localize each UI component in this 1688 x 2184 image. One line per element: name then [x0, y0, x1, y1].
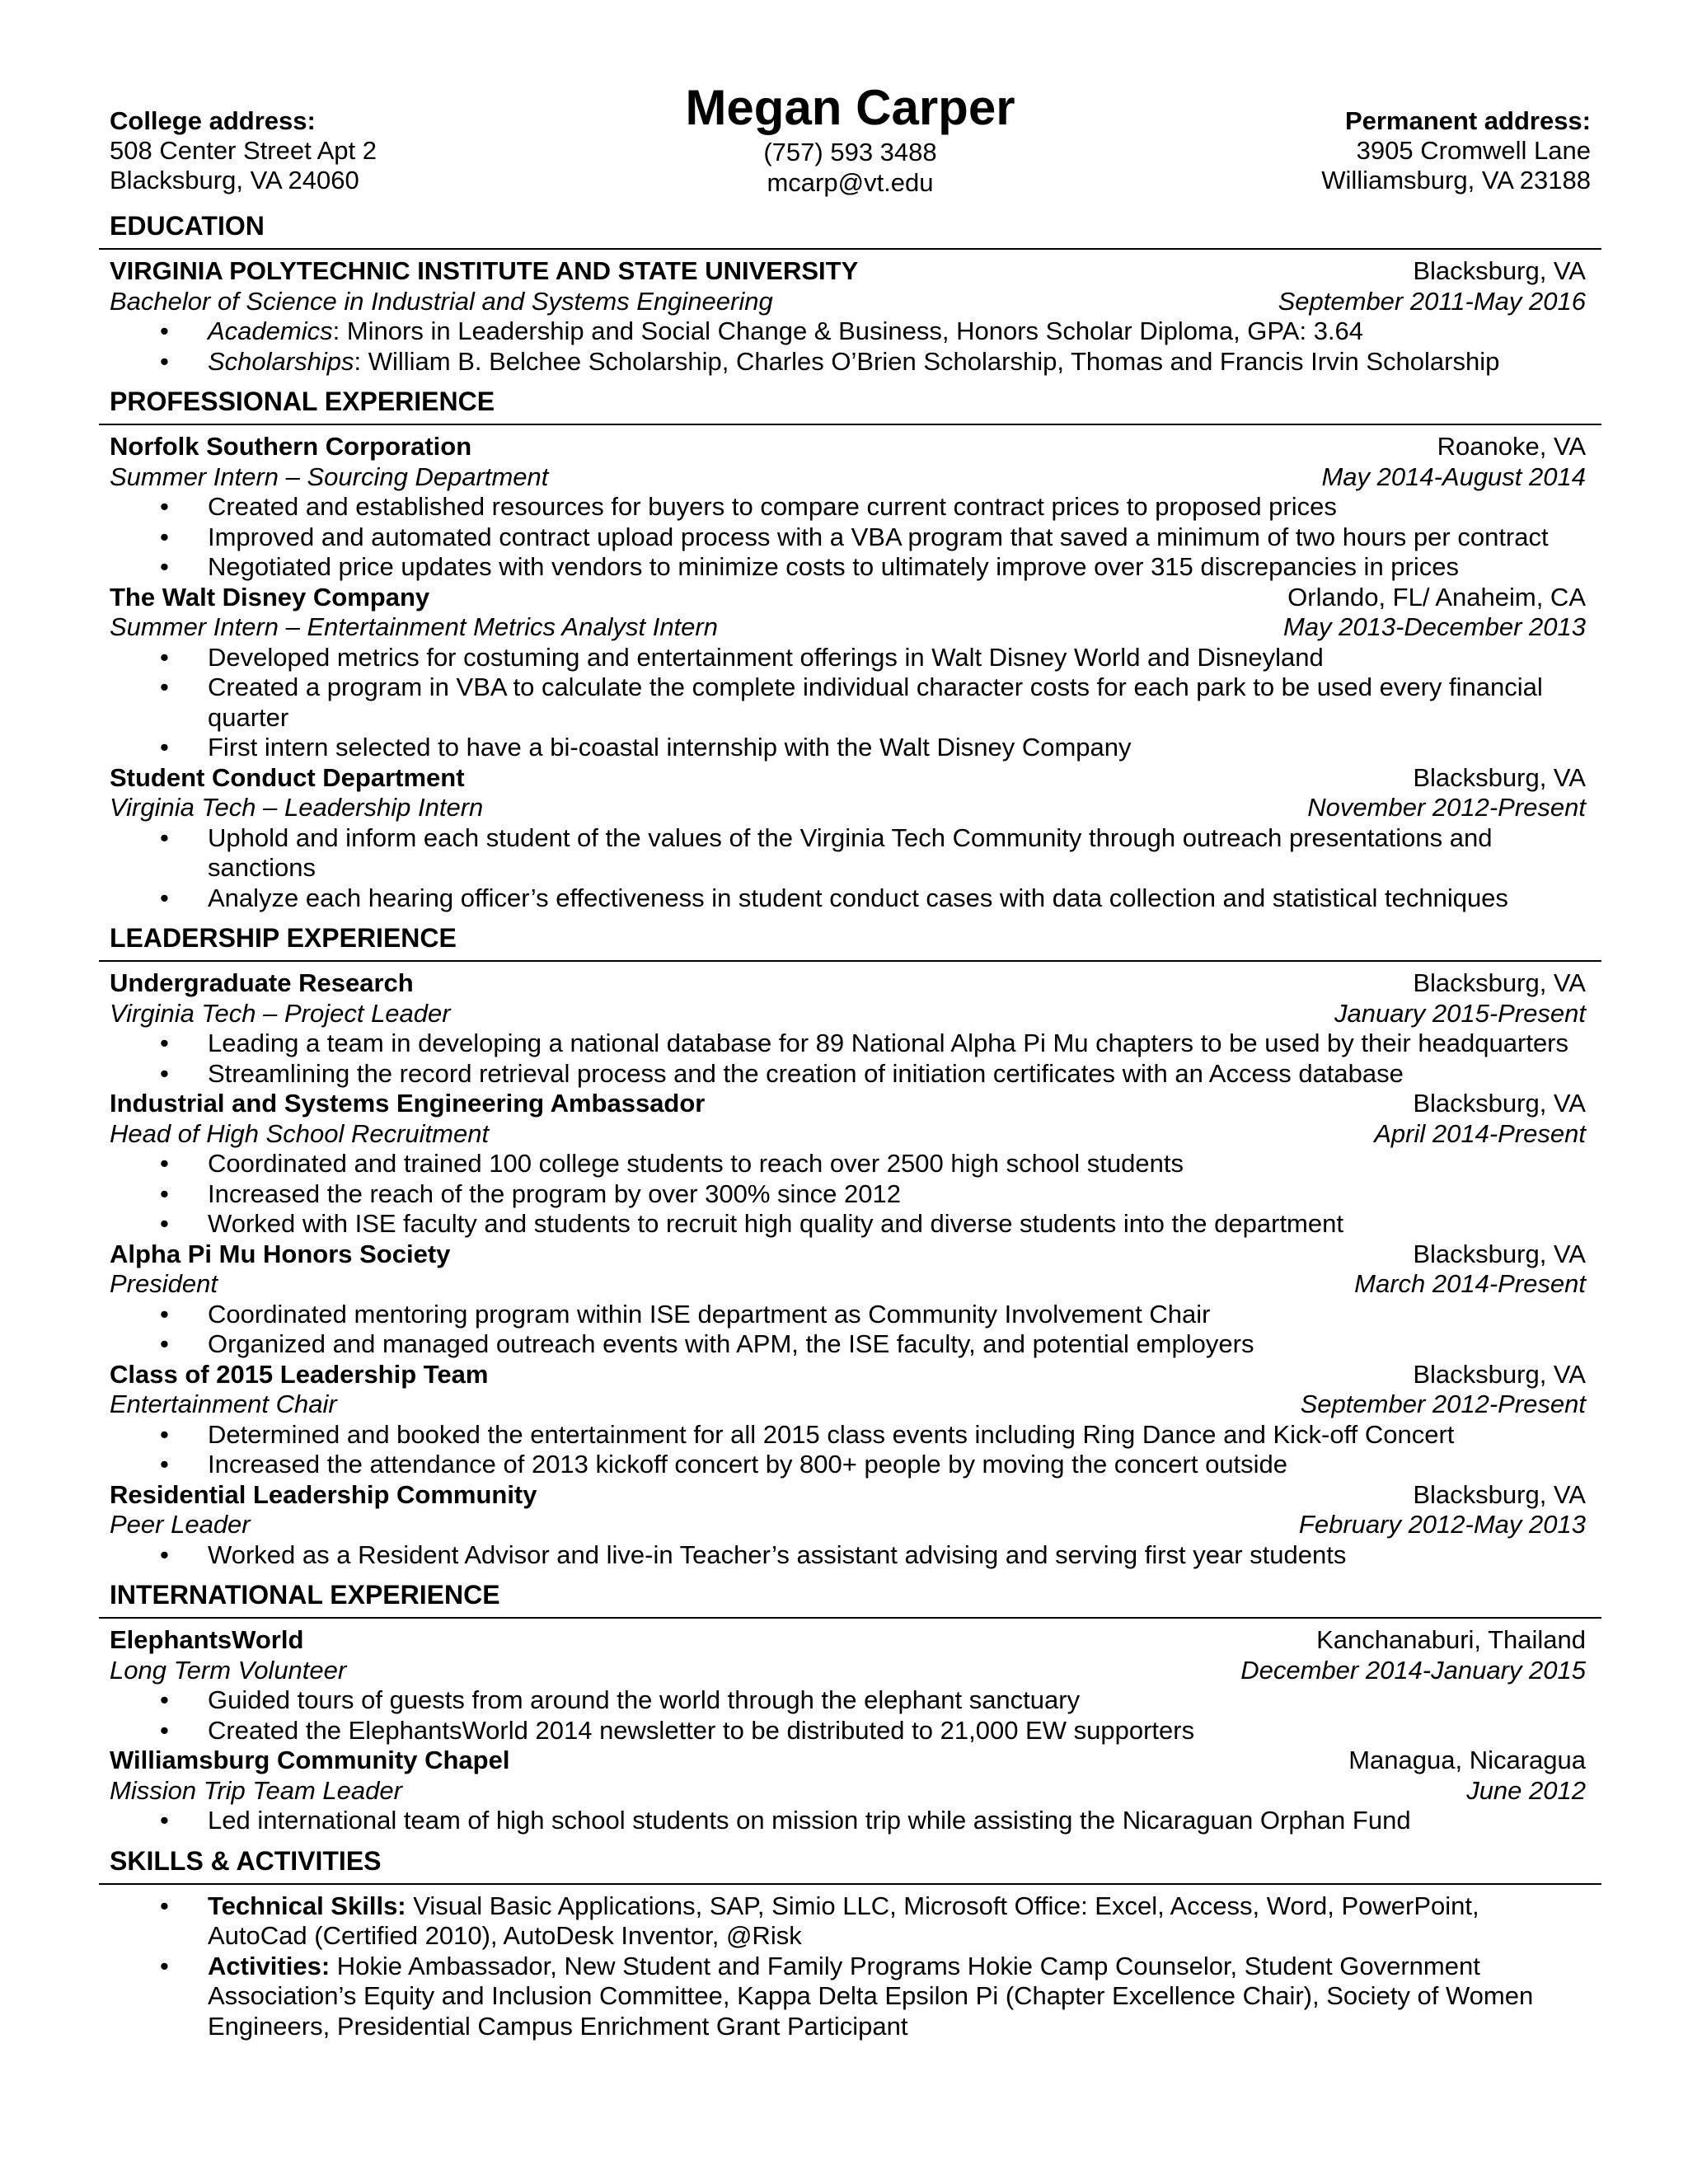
- college-address-label: College address:: [110, 106, 316, 135]
- school-name: VIRGINIA POLYTECHNIC INSTITUTE AND STATE UNIVERSITY: [110, 256, 859, 285]
- permanent-address: [1321, 106, 1591, 195]
- entry-dates: May 2013-December 2013: [1282, 612, 1586, 641]
- permanent-address-line1: 3905 Cromwell Lane: [1356, 136, 1591, 165]
- experience-entry: [110, 763, 1591, 914]
- activities-text: Hokie Ambassador, New Student and Family Programs Hokie Camp Counselor, Student Government Association’s Equity and Inclusion Committee, Kappa Delta Epsilon Pi (Chapter Excellence Chair), Society of Women Engineers, Presidential Campus Enrichment Grant Participant: [208, 1951, 1534, 2041]
- resume-page: [110, 79, 1591, 2041]
- entry-dates: January 2015-Present: [1334, 998, 1586, 1028]
- bullet-item: [110, 1891, 1591, 1952]
- section-divider: [99, 424, 1601, 425]
- entry-location: Blacksburg, VA: [1413, 968, 1586, 997]
- entry-org: Norfolk Southern Corporation: [110, 432, 472, 461]
- entry-dates: February 2012-May 2013: [1298, 1510, 1586, 1539]
- entry-role: Summer Intern – Entertainment Metrics Analyst Intern: [110, 612, 718, 641]
- bullet-item: • Organized and managed outreach events with APM, the ISE faculty, and potential employers: [110, 1329, 1591, 1360]
- entry-header: [110, 968, 1591, 999]
- entry-role: Head of High School Recruitment: [110, 1118, 490, 1148]
- entry-bullets: [110, 1420, 1591, 1480]
- entry-subheader: [110, 1269, 1591, 1300]
- entry-header: [110, 1360, 1591, 1390]
- entry-header: [110, 1625, 1591, 1656]
- section-divider: [99, 248, 1601, 250]
- entry-subheader: [110, 999, 1591, 1029]
- degree: Bachelor of Science in Industrial and Systems Engineering: [110, 286, 773, 316]
- bullet-item: • First intern selected to have a bi-coastal internship with the Walt Disney Company: [110, 733, 1591, 763]
- entry-role: Mission Trip Team Leader: [110, 1775, 402, 1805]
- bullet-item: • Worked with ISE faculty and students to recruit high quality and diverse students into the department: [110, 1209, 1591, 1240]
- skills-text: Visual Basic Applications, SAP, Simio LLC, Microsoft Office: Excel, Access, Word, PowerPoint, AutoCad (Certified 2010), AutoDesk Inventor, @Risk: [208, 1891, 1479, 1950]
- entry-header: [110, 1089, 1591, 1119]
- entry-bullets: [110, 1149, 1591, 1240]
- bullet-item: • Led international team of high school students on mission trip while assisting the Nicaraguan Orphan Fund: [110, 1806, 1591, 1836]
- skills-section: [110, 1844, 1591, 2042]
- entry-org: Student Conduct Department: [110, 762, 465, 792]
- bullet-label: Academics: [208, 316, 333, 345]
- entry-dates: December 2014-January 2015: [1240, 1655, 1586, 1685]
- bullet-item: • Uphold and inform each student of the values of the Virginia Tech Community through outreach presentations and sanctions: [110, 823, 1591, 883]
- bullet-item: • Analyze each hearing officer’s effectiveness in student conduct cases with data collection and statistical techniques: [110, 883, 1591, 914]
- bullet-item: [110, 347, 1591, 377]
- bullet-item: • Coordinated mentoring program within ISE department as Community Involvement Chair: [110, 1300, 1591, 1330]
- section-title: SKILLS & ACTIVITIES: [110, 1845, 382, 1876]
- entry-location: Managua, Nicaragua: [1348, 1746, 1586, 1774]
- entry-subheader: [110, 612, 1591, 643]
- bullet-item: • Leading a team in developing a national database for 89 National Alpha Pi Mu chapters to be used by their headquarters: [110, 1029, 1591, 1059]
- entry-subheader: [110, 1119, 1591, 1150]
- entry-location: Orlando, FL/ Anaheim, CA: [1287, 582, 1586, 612]
- bullet-item: • Increased the reach of the program by over 300% since 2012: [110, 1179, 1591, 1210]
- entry-role: Peer Leader: [110, 1510, 251, 1539]
- entry-org: Williamsburg Community Chapel: [110, 1746, 510, 1774]
- activities-label: Activities:: [208, 1951, 331, 1980]
- section-title: INTERNATIONAL EXPERIENCE: [110, 1580, 500, 1610]
- experience-entry: [110, 583, 1591, 763]
- entry-location: Blacksburg, VA: [1413, 1359, 1586, 1389]
- entry-subheader: [110, 287, 1591, 317]
- entry-dates: September 2011-May 2016: [1278, 286, 1586, 316]
- entry-dates: June 2012: [1466, 1775, 1586, 1805]
- entry-org: Class of 2015 Leadership Team: [110, 1359, 489, 1389]
- entry-role: President: [110, 1269, 218, 1298]
- section-divider: [99, 1883, 1601, 1885]
- entry-bullets: [110, 823, 1591, 914]
- entry-location: Kanchanaburi, Thailand: [1316, 1625, 1586, 1654]
- bullet-text: : William B. Belchee Scholarship, Charles O’Brien Scholarship, Thomas and Francis Irvin Scholarship: [354, 346, 1500, 376]
- entry-org: Alpha Pi Mu Honors Society: [110, 1239, 451, 1268]
- entry-org: Residential Leadership Community: [110, 1479, 537, 1509]
- entry-org: Industrial and Systems Engineering Ambassador: [110, 1089, 706, 1118]
- professional-section: [110, 385, 1591, 913]
- entry-subheader: [110, 1656, 1591, 1686]
- bullet-item: • Improved and automated contract upload process with a VBA program that saved a minimum of two hours per contract: [110, 523, 1591, 553]
- education-section: [110, 209, 1591, 377]
- bullet-item: • Increased the attendance of 2013 kickoff concert by 800+ people by moving the concert outside: [110, 1450, 1591, 1480]
- bullet-item: • Determined and booked the entertainment for all 2015 class events including Ring Dance and Kick-off Concert: [110, 1420, 1591, 1451]
- entry-header: [110, 1240, 1591, 1270]
- entry-header: [110, 1746, 1591, 1776]
- education-bullets: [110, 316, 1591, 377]
- entry-subheader: [110, 1390, 1591, 1420]
- entry-role: Virginia Tech – Leadership Intern: [110, 793, 484, 822]
- entry-org: ElephantsWorld: [110, 1625, 304, 1654]
- entry-bullets: [110, 1806, 1591, 1836]
- bullet-item: [110, 316, 1591, 347]
- entry-role: Summer Intern – Sourcing Department: [110, 462, 549, 491]
- entry-role: Virginia Tech – Project Leader: [110, 998, 451, 1028]
- bullet-item: • Streamlining the record retrieval process and the creation of initiation certificates with an Access database: [110, 1059, 1591, 1090]
- entry-location: Blacksburg, VA: [1413, 1239, 1586, 1268]
- candidate-name: Megan Carper: [685, 80, 1015, 135]
- entry-header: [110, 1480, 1591, 1511]
- entry-role: Entertainment Chair: [110, 1390, 337, 1418]
- entry-header: [110, 256, 1591, 287]
- entry-dates: September 2012-Present: [1300, 1390, 1586, 1418]
- experience-entry: [110, 1480, 1591, 1571]
- skills-bullets: [110, 1891, 1591, 2042]
- entry-dates: April 2014-Present: [1374, 1118, 1586, 1148]
- entry-bullets: [110, 492, 1591, 583]
- section-title: PROFESSIONAL EXPERIENCE: [110, 387, 495, 416]
- experience-entry: [110, 1089, 1591, 1240]
- entry-location: Roanoke, VA: [1437, 432, 1586, 461]
- email: mcarp@vt.edu: [767, 168, 934, 197]
- bullet-label: Scholarships: [208, 346, 354, 376]
- entry-role: Long Term Volunteer: [110, 1655, 347, 1685]
- experience-entry: [110, 432, 1591, 583]
- section-divider: [99, 1617, 1601, 1619]
- entry-header: [110, 763, 1591, 794]
- college-address-line1: 508 Center Street Apt 2: [110, 136, 377, 165]
- bullet-item: • Developed metrics for costuming and entertainment offerings in Walt Disney World and Disneyland: [110, 643, 1591, 673]
- bullet-text: : Minors in Leadership and Social Change & Business, Honors Scholar Diploma, GPA: 3.64: [332, 316, 1364, 345]
- bullet-item: • Created a program in VBA to calculate the complete individual character costs for each park to be used every financial quarter: [110, 673, 1591, 733]
- entry-subheader: [110, 1510, 1591, 1540]
- entry-dates: November 2012-Present: [1307, 793, 1586, 822]
- entry-location: Blacksburg, VA: [1413, 762, 1586, 792]
- entry-header: [110, 583, 1591, 613]
- skills-label: Technical Skills:: [208, 1891, 406, 1920]
- entry-bullets: [110, 1300, 1591, 1360]
- entry-bullets: [110, 1685, 1591, 1746]
- entry-dates: May 2014-August 2014: [1321, 462, 1586, 491]
- leadership-section: [110, 921, 1591, 1570]
- entry-location: Blacksburg, VA: [1413, 1089, 1586, 1118]
- bullet-item: • Coordinated and trained 100 college students to reach over 2500 high school students: [110, 1149, 1591, 1179]
- bullet-item: • Guided tours of guests from around the world through the elephant sanctuary: [110, 1685, 1591, 1716]
- entry-subheader: [110, 462, 1591, 493]
- bullet-item: • Created the ElephantsWorld 2014 newsletter to be distributed to 21,000 EW supporters: [110, 1716, 1591, 1746]
- resume-header: [110, 79, 1591, 201]
- section-title: EDUCATION: [110, 211, 265, 241]
- experience-entry: [110, 1625, 1591, 1746]
- international-section: [110, 1578, 1591, 1836]
- entry-bullets: [110, 643, 1591, 763]
- experience-entry: [110, 1746, 1591, 1836]
- entry-location: Blacksburg, VA: [1413, 256, 1586, 285]
- experience-entry: [110, 968, 1591, 1089]
- entry-bullets: [110, 1029, 1591, 1089]
- entry-org: Undergraduate Research: [110, 968, 414, 997]
- entry-bullets: [110, 1540, 1591, 1571]
- bullet-item: [110, 1952, 1591, 2042]
- experience-entry: [110, 1240, 1591, 1360]
- bullet-item: • Worked as a Resident Advisor and live-in Teacher’s assistant advising and serving first year students: [110, 1540, 1591, 1571]
- entry-header: [110, 432, 1591, 462]
- section-title: LEADERSHIP EXPERIENCE: [110, 923, 457, 953]
- college-address-line2: Blacksburg, VA 24060: [110, 166, 359, 194]
- entry-location: Blacksburg, VA: [1413, 1479, 1586, 1509]
- bullet-item: • Created and established resources for buyers to compare current contract prices to proposed prices: [110, 492, 1591, 523]
- entry-subheader: [110, 1776, 1591, 1807]
- entry-subheader: [110, 793, 1591, 823]
- bullet-item: • Negotiated price updates with vendors to minimize costs to ultimately improve over 315 discrepancies in prices: [110, 552, 1591, 583]
- entry-dates: March 2014-Present: [1354, 1269, 1586, 1298]
- permanent-address-line2: Williamsburg, VA 23188: [1321, 166, 1591, 194]
- phone: (757) 593 3488: [763, 138, 937, 166]
- permanent-address-label: Permanent address:: [1344, 106, 1591, 135]
- section-divider: [99, 960, 1601, 962]
- entry-org: The Walt Disney Company: [110, 582, 430, 612]
- experience-entry: [110, 1360, 1591, 1480]
